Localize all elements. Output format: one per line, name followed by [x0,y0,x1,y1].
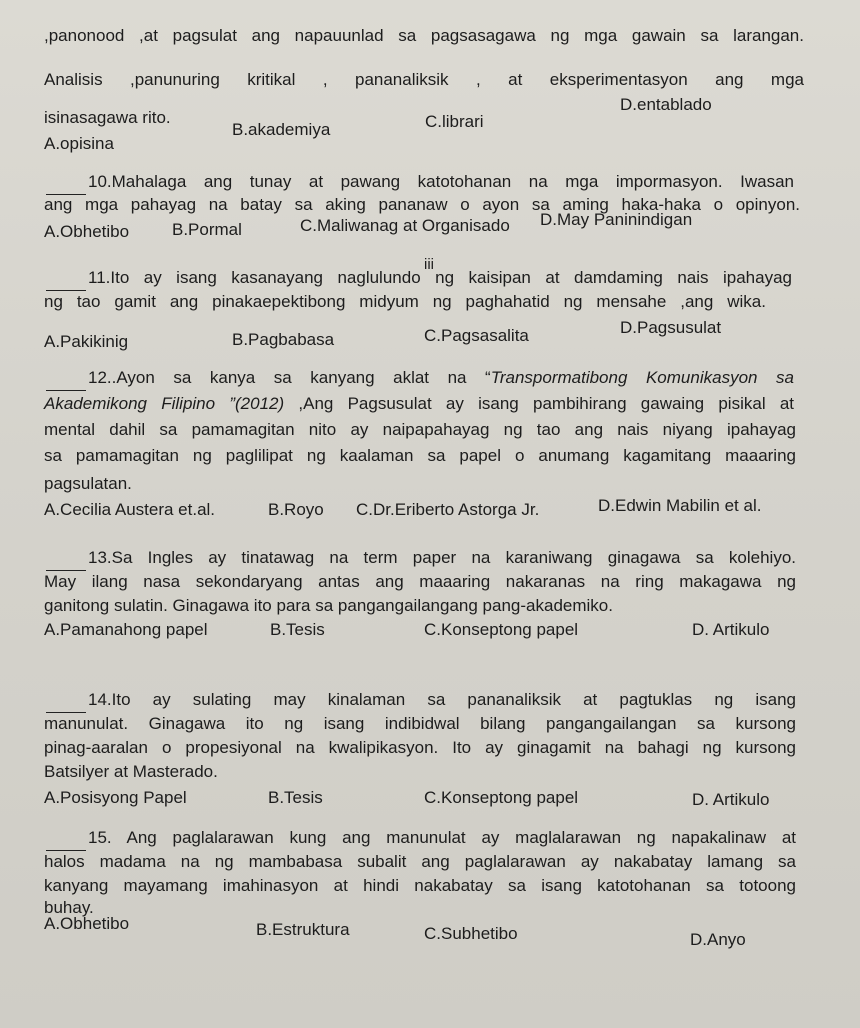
q10-option-d: D.May Paninindigan [540,210,693,229]
q12-option-a: A.Cecilia Austera et.al. [44,500,216,519]
q11-option-d: D.Pagsusulat [620,318,722,337]
q14-option-c: C.Konseptong papel [424,788,579,807]
q14-line-4: Batsilyer at Masterado. [44,762,218,781]
q12-line-3: mental dahil sa pamamagitan nito ay naipapahayag ng tao ang nais niyang ipahayag [44,420,796,439]
q15-line-1: 15. Ang paglalarawan kung ang manunulat ay maglalarawan ng napakalinaw at [88,828,796,847]
q12-line-4: sa pamamagitan ng paglilipat ng kaalaman sa papel o anumang kagamitang maaaring [44,446,796,465]
q14-line-3: pinag-aaralan o propesiyonal na kwalipikasyon. Ito ay ginagamit na bahagi ng kursong [44,738,796,757]
intro-line-3: isinasagawa rito. [44,108,171,127]
roman-numeral: iii [424,256,434,273]
q13-option-c: C.Konseptong papel [424,620,579,639]
intro-option-d: D.entablado [620,95,712,114]
q15-line-3: kanyang mayamang imahinasyon at hindi nakabatay sa isang katotohanan sa totoong [44,876,796,895]
q10-line-2: ang mga pahayag na batay sa aking pananaw o ayon sa aming haka-haka o opinyon. [44,195,800,214]
q13-option-a: A.Pamanahong papel [44,620,208,639]
q11-option-a: A.Pakikinig [44,332,129,351]
q14-option-d: D. Artikulo [692,790,770,809]
q15-option-a: A.Obhetibo [44,914,130,933]
q12-line-1: 12..Ayon sa kanya sa kanyang aklat na “Transpormatibong Komunikasyon sa [88,368,794,387]
q11-line-2: ng tao gamit ang pinakaepektibong midyum ng paghahatid ng mensahe ,ang wika. [44,292,766,311]
intro-option-a: A.opisina [44,134,114,153]
q14-line-1: 14.Ito ay sulating may kinalaman sa pananaliksik at pagtuklas ng isang [88,690,796,709]
q12-option-d: D.Edwin Mabilin et al. [598,496,762,515]
q11-option-b: B.Pagbabasa [232,330,335,349]
q13-line-1: 13.Sa Ingles ay tinatawag na term paper na karaniwang ginagawa sa kolehiyo. [88,548,796,567]
q13-option-b: B.Tesis [270,620,325,639]
q13-option-d: D. Artikulo [692,620,770,639]
q15-line-2: halos madama na ng mambabasa subalit ang paglalarawan ay nakabatay lamang sa [44,852,796,871]
q12-option-c: C.Dr.Eriberto Astorga Jr. [356,500,540,519]
q10-option-a: A.Obhetibo [44,222,130,241]
intro-line-2: Analisis ,panunuring kritikal , pananaliksik , at eksperimentasyon ang mga [44,70,804,89]
q14-line-2: manunulat. Ginagawa ito ng isang indibidwal bilang pangangailangan sa kursong [44,714,796,733]
q14-option-a: A.Posisyong Papel [44,788,187,807]
q10-line-1: 10.Mahalaga ang tunay at pawang katotohanan na mga impormasyon. Iwasan [88,172,794,191]
q12-option-b: B.Royo [268,500,324,519]
q12-line-5: pagsulatan. [44,474,132,493]
q10-option-b: B.Pormal [172,220,242,239]
q12-line-2: Akademikong Filipino ”(2012) ,Ang Pagsusulat ay isang pambihirang gawaing pisikal at [44,394,795,413]
q15-line-4: buhay. [44,898,94,917]
q15-option-c: C.Subhetibo [424,924,518,943]
q12-answer-blank [46,376,88,396]
q13-line-3: ganitong sulatin. Ginagawa ito para sa pangangailangang pang-akademiko. [44,596,613,615]
q15-option-d: D.Anyo [690,930,746,949]
intro-option-c: C.librari [425,112,484,131]
intro-option-b: B.akademiya [232,120,331,139]
q11-option-c: C.Pagsasalita [424,326,529,345]
q10-option-c: C.Maliwanag at Organisado [300,216,510,235]
intro-line-1: ,panonood ,at pagsulat ang napauunlad sa pagsasagawa ng mga gawain sa larangan. [44,26,804,45]
q14-option-b: B.Tesis [268,788,323,807]
q11-line-1: 11.Ito ay isang kasanayang naglulundo ng kaisipan at damdaming nais ipahayag [88,268,792,287]
q13-line-2: May ilang nasa sekondaryang antas ang maaaring nakaranas na ring makagawa ng [44,572,796,591]
q15-option-b: B.Estruktura [256,920,350,939]
